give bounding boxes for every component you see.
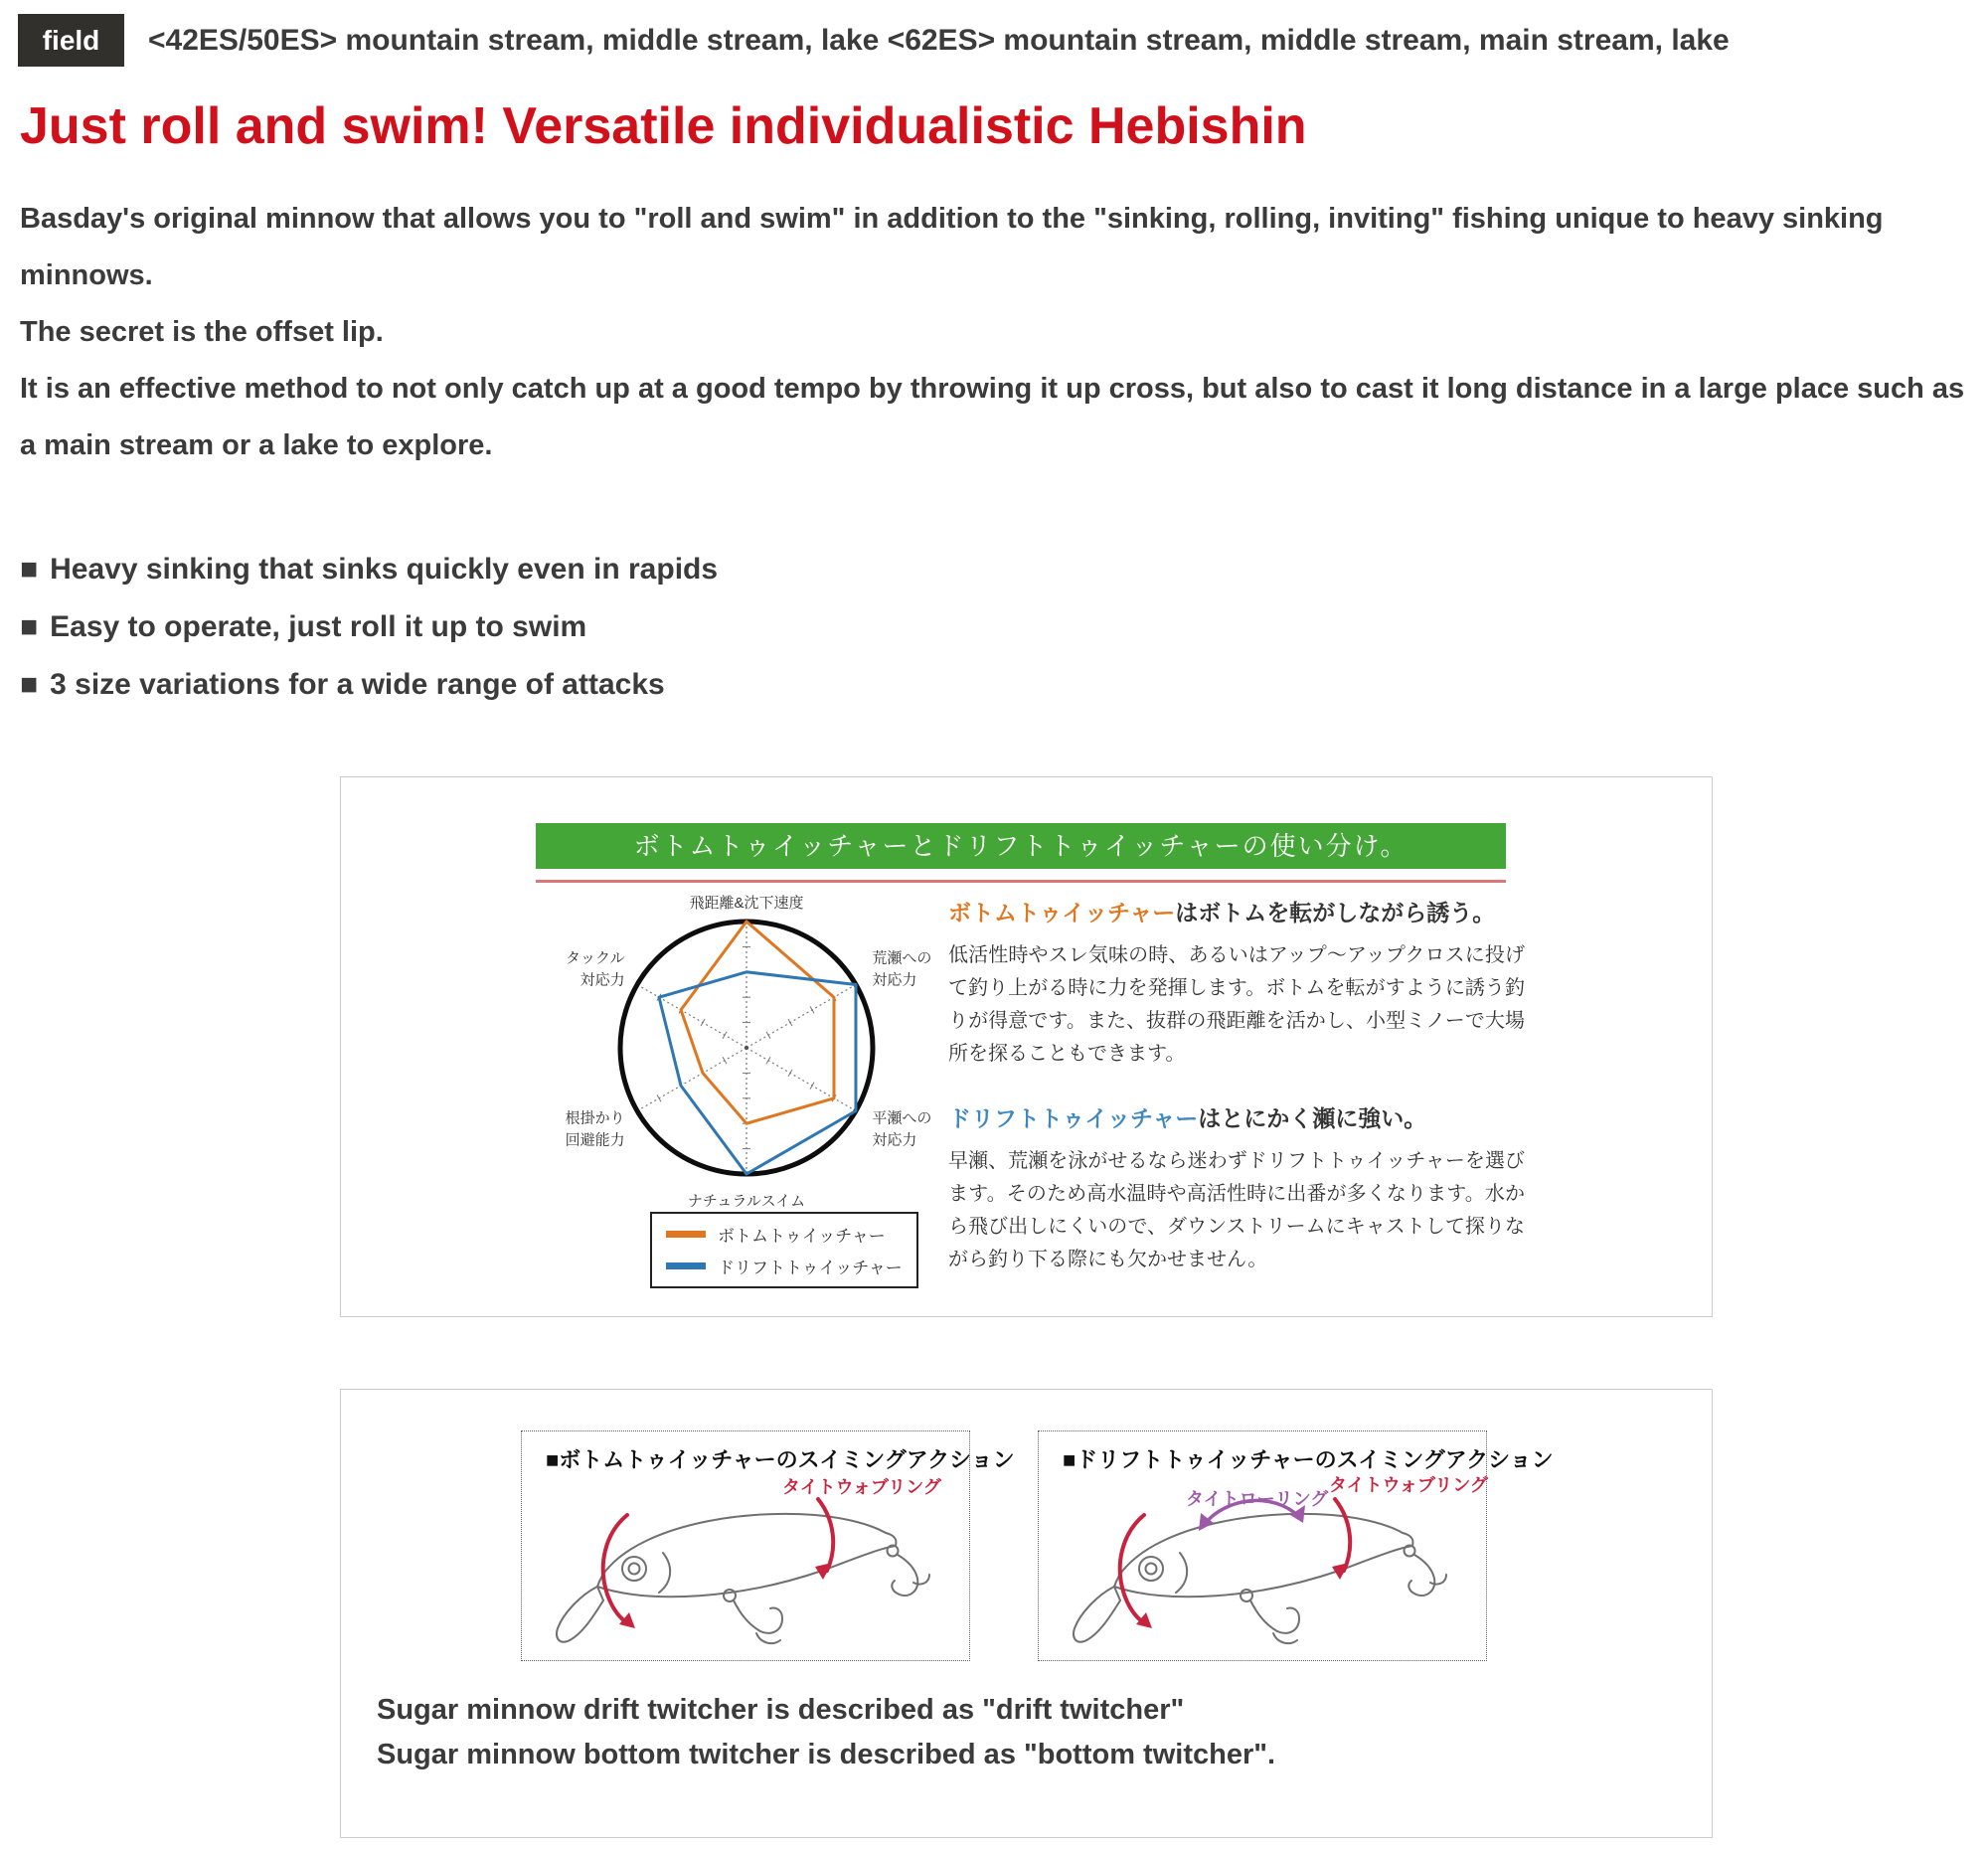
field-text: <42ES/50ES> mountain stream, middle stream, lake <62ES> mountain stream, middle stream, main stream, lake: [148, 23, 1730, 57]
svg-text:平瀬への: 平瀬への: [872, 1109, 932, 1127]
feature-text: Heavy sinking that sinks quickly even in rapids: [50, 553, 719, 586]
square-bullet-icon: ■: [20, 553, 39, 586]
bottom-twitcher-description: 低活性時やスレ気味の時、あるいはアップ～アップクロスに投げて釣り上がる時に力を発揮します。ボトムを転がすように誘う釣りが得意です。また、抜群の飛距離を活かし、小型ミノーで大場所を探ることもできます。: [948, 944, 1525, 1065]
drift-twitcher-lead: [948, 1100, 1525, 1133]
square-bullet-icon: ■: [20, 610, 39, 643]
legend-label: ボトムトゥイッチャー: [718, 1227, 886, 1246]
radar-legend: [650, 1212, 918, 1288]
feature-item: [20, 656, 718, 714]
svg-text:飛距離&沈下速度: 飛距離&沈下速度: [689, 895, 804, 912]
svg-text:タックル: タックル: [566, 949, 625, 967]
drift-twitcher-name: ドリフトトゥイッチャー: [948, 1105, 1199, 1131]
note-line-2: Sugar minnow bottom twitcher is described as "bottom twitcher".: [377, 1739, 1276, 1770]
drift-twitcher-action-header: ■ドリフトトゥイッチャーのスイミングアクション: [1063, 1447, 1554, 1472]
bottom-twitcher-action-box: [521, 1430, 1015, 1661]
header-underline: [536, 880, 1506, 883]
drift-twitcher-lure-diagram: [1049, 1489, 1476, 1653]
panel-notes: [377, 1688, 1275, 1777]
svg-text:回避能力: 回避能力: [565, 1131, 625, 1149]
intro-text: [20, 191, 1970, 474]
usage-text-column: [948, 895, 1525, 1306]
legend-row: [666, 1222, 903, 1247]
svg-text:荒瀬への: 荒瀬への: [872, 949, 932, 967]
legend-row: [666, 1254, 903, 1278]
drift-twitcher-lead-rest: はとにかく瀬に強い。: [1198, 1105, 1427, 1131]
feature-text: Easy to operate, just roll it up to swim: [50, 610, 587, 643]
feature-item: [20, 598, 718, 656]
legend-label: ドリフトトゥイッチャー: [718, 1259, 903, 1277]
bottom-twitcher-lure-diagram: [532, 1489, 959, 1653]
feature-list: [20, 541, 718, 714]
field-row: [18, 14, 1730, 67]
feature-item: [20, 541, 718, 598]
action-panel: [340, 1389, 1713, 1838]
field-badge: field: [18, 14, 124, 67]
tight-wobbling-label: タイトウォブリング: [1329, 1475, 1488, 1495]
svg-text:根掛かり: 根掛かり: [565, 1109, 625, 1127]
tight-rolling-label: タイトローリング: [1186, 1489, 1329, 1509]
drift-twitcher-action-box: [1038, 1430, 1554, 1661]
intro-paragraph-2: The secret is the offset lip.: [20, 316, 384, 348]
svg-text:対応力: 対応力: [580, 971, 625, 989]
svg-text:対応力: 対応力: [872, 971, 917, 989]
legend-swatch: [666, 1231, 706, 1238]
svg-text:対応力: 対応力: [872, 1131, 917, 1149]
bottom-twitcher-lead: [948, 895, 1525, 927]
drift-twitcher-description: 早瀬、荒瀬を泳がせるなら迷わずドリフトトゥイッチャーを選びます。そのため高水温時や高活性時に出番が多くなります。水から飛び出しにくいので、ダウンストリームにキャストして探りながら釣り下る際にも欠かせません。: [948, 1150, 1525, 1270]
bottom-twitcher-lead-rest: はボトムを転がしながら誘う。: [1175, 900, 1496, 925]
usage-panel: [340, 776, 1713, 1317]
svg-text:ナチュラルスイム: ナチュラルスイム: [687, 1193, 806, 1210]
tight-wobbling-label: タイトウォブリング: [782, 1477, 941, 1497]
intro-paragraph-3: It is an effective method to not only catch up at a good tempo by throwing it up cross, but also to cast it long distance in a large place such as a main stream or a lake to explore.: [20, 373, 1965, 461]
intro-paragraph-1: Basday's original minnow that allows you to "roll and swim" in addition to the "sinking, rolling, inviting" fishing unique to heavy sinking minnows.: [20, 203, 1884, 291]
page-title: Just roll and swim! Versatile individualistic Hebishin: [20, 97, 1307, 155]
bottom-twitcher-action-header: ■ボトムトゥイッチャーのスイミングアクション: [546, 1447, 1015, 1472]
square-bullet-icon: ■: [20, 668, 39, 701]
legend-swatch: [666, 1262, 706, 1269]
note-line-1: Sugar minnow drift twitcher is described as "drift twitcher": [377, 1694, 1185, 1726]
feature-text: 3 size variations for a wide range of attacks: [50, 668, 665, 701]
usage-panel-header: ボトムトゥイッチャーとドリフトトゥイッチャーの使い分け。: [536, 823, 1506, 869]
bottom-twitcher-name: ボトムトゥイッチャー: [948, 900, 1176, 925]
